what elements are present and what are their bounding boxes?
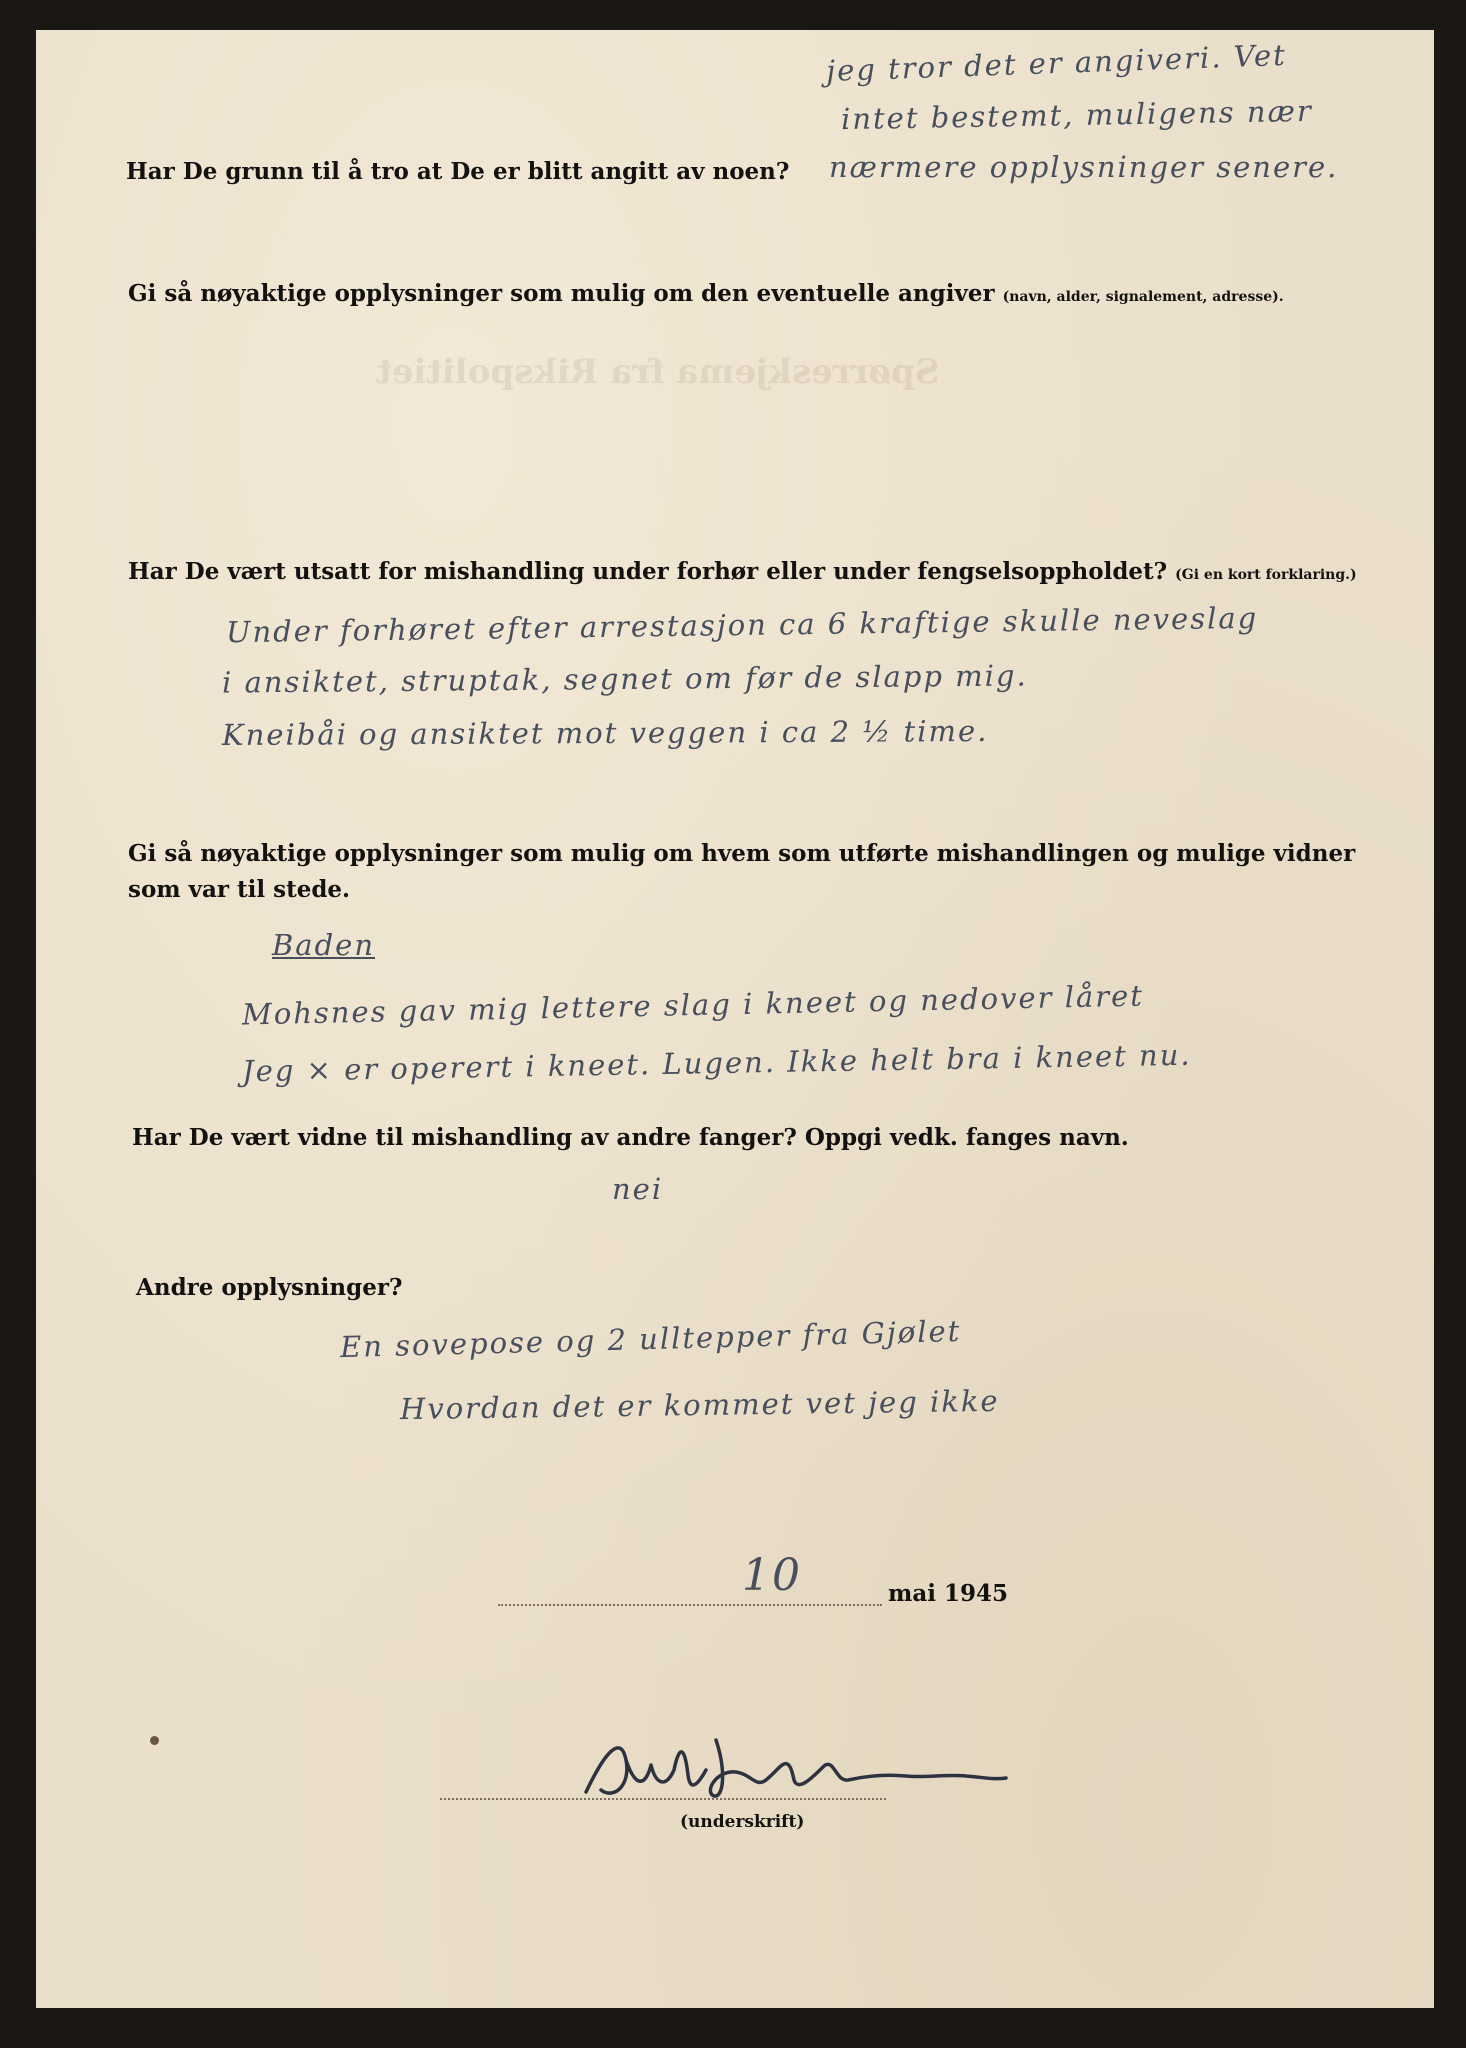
document-page bbox=[36, 30, 1434, 2008]
question-mishandling bbox=[128, 554, 1357, 593]
answer-hvem-line-1: Mohsnes gav mig lettere slag i kneet og nedover låret bbox=[241, 978, 1145, 1032]
answer-angitt-line-3: nærmere opplysninger senere. bbox=[829, 150, 1339, 184]
signature-caption: (underskrift) bbox=[680, 1812, 805, 1832]
question-mishandling-note: (Gi en kort forklaring.) bbox=[1175, 567, 1357, 583]
answer-mishandling-line-1: Under forhøret efter arrestasjon ca 6 kraftige skulle neveslag bbox=[225, 600, 1259, 650]
date-day: 10 bbox=[742, 1550, 802, 1601]
question-angitt: Har De grunn til å tro at De er blitt angitt av noen? bbox=[126, 158, 790, 185]
question-hvem-utforte-line-1: Gi så nøyaktige opplysninger som mulig om hvem som utførte mishandlingen og mulige vidner bbox=[128, 840, 1356, 867]
question-vidne: Har De vært vidne til mishandling av andre fanger? Oppgi vedk. fanges navn. bbox=[132, 1124, 1129, 1151]
answer-andre-line-1: En sovepose og 2 ulltepper fra Gjølet bbox=[339, 1313, 962, 1365]
answer-hvem-line-2: Jeg × er operert i kneet. Lugen. Ikke helt bra i kneet nu. bbox=[241, 1037, 1192, 1089]
bleed-through-heading: Spørreskjema fra Rikspolitiet bbox=[376, 352, 940, 392]
answer-mishandling-line-3: Kneibåi og ansiktet mot veggen i ca 2 ½ time. bbox=[221, 713, 989, 753]
answer-angitt-line-1: jeg tror det er angiveri. Vet bbox=[825, 37, 1288, 89]
question-andre-opplysninger: Andre opplysninger? bbox=[136, 1274, 403, 1301]
question-angiver-note: (navn, alder, signalement, adresse). bbox=[1002, 289, 1284, 305]
answer-andre-line-2: Hvordan det er kommet vet jeg ikke bbox=[399, 1383, 1000, 1427]
question-angiver-text: Gi så nøyaktige opplysninger som mulig om den eventuelle angiver bbox=[128, 280, 995, 307]
answer-mishandling-line-2: i ansiktet, struptak, segnet om før de slapp mig. bbox=[221, 658, 1028, 700]
answer-angitt-line-2: intet bestemt, muligens nær bbox=[840, 93, 1313, 137]
signature-dotted-line bbox=[440, 1798, 886, 1800]
answer-hvem-name: Baden bbox=[272, 928, 376, 962]
date-dotted-line bbox=[498, 1604, 882, 1606]
question-angiver bbox=[128, 276, 1284, 315]
question-mishandling-text: Har De vært utsatt for mishandling under forhør eller under fengselsoppholdet? bbox=[128, 558, 1168, 585]
date-month-year: mai 1945 bbox=[888, 1580, 1008, 1607]
question-hvem-utforte-line-2: som var til stede. bbox=[128, 876, 351, 903]
ink-spot bbox=[150, 1736, 159, 1745]
answer-vidne: nei bbox=[612, 1172, 664, 1206]
